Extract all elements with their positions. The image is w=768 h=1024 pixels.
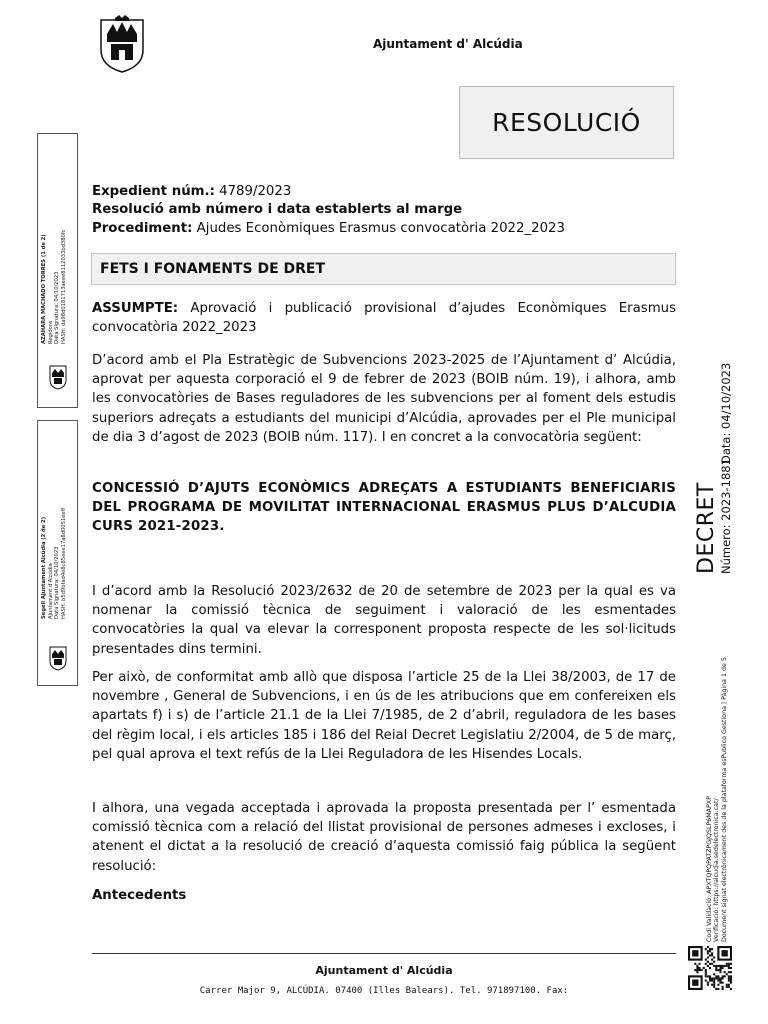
- signature-strip-2: [37, 420, 78, 686]
- verification-platform: Document signat electrònicament des de la plataforma esPublico Gestiona | Pàgina 1 de 5: [720, 657, 728, 942]
- expedient-label: Expedient núm.:: [92, 184, 215, 199]
- footer-divider: [92, 953, 676, 954]
- expedient-value: 4789/2023: [219, 184, 292, 199]
- signature-strip-1: [37, 133, 78, 408]
- signature-2-date: Data Signatura: 04/10/2023: [54, 546, 60, 619]
- section-title: FETS I FONAMENTS DE DRET: [91, 253, 676, 285]
- signature-1-crest-icon: [42, 364, 74, 390]
- antecedents-heading: Antecedents: [92, 888, 187, 903]
- signature-1-date: Data Signatura: 04/10/2023: [54, 271, 60, 344]
- paragraph-1: D’acord amb el Pla Estratègic de Subvencions 2023-2025 de l’Ajuntament d’ Alcúdia, aprovat per aquesta corporació el 9 de febrer de 2023 (BOIB núm. 19), i alhora, amb les convocatòries de Bases reguladores de les subvencions per al foment dels estudis superiors adreçats a estudiants del municipi d’Alcúdia, aprovades per el Ple municipal de dia 3 d’agost de 2023 (BOIB núm. 117). I en concret a la convocatòria següent:: [92, 353, 676, 445]
- signature-2-hash: HASH: b5d9bfad4e8c85eee17a8d0051eeff: [60, 507, 67, 619]
- signature-1-title: AZAHARA MACHADO TORRES (1 de 2): [41, 234, 47, 344]
- decret-date: Data: 04/10/2023: [719, 362, 733, 464]
- document-type: RESOLUCIÓ: [492, 108, 641, 137]
- footer-organization: Ajuntament d' Alcúdia: [315, 964, 453, 977]
- procediment-line: [92, 220, 565, 238]
- expedient-line: [92, 183, 291, 201]
- paragraph-5: I alhora, una vegada acceptada i aprovada la proposta presentada per l’ esmentada comissió tècnica com a relació del llistat provisional de persones admeses i excloses, i atenent el dictat a la resolució de creació d’aquesta comissió faig pública la següent resolució:: [92, 801, 676, 874]
- verification-text: [706, 657, 728, 942]
- decret-label: DECRET: [694, 482, 719, 574]
- assumpte-paragraph: [92, 299, 676, 337]
- signature-2-text: [41, 508, 67, 619]
- assumpte-text: Aprovació i publicació provisional d’ajudes Econòmiques Erasmus convocatòria 2022_2023: [92, 301, 676, 336]
- resolucio-label: Resolució amb número i data establerts al marge: [92, 202, 463, 217]
- coat-of-arms-icon: [93, 14, 151, 74]
- qr-code-icon: [688, 946, 732, 990]
- paragraph-3: I d’acord amb la Resolució 2023/2632 de 20 de setembre de 2023 per la qual es va nomenar la comissió tècnica de seguiment i valoració de les esmentades convocatòries la qual va elevar la corresponent proposta respecte de les sol·licituds presentades dins termini.: [92, 584, 676, 657]
- assumpte-label: ASSUMPTE:: [92, 301, 179, 316]
- signature-1-role: Regidora: [47, 320, 54, 344]
- footer-address: Carrer Major 9, ALCÚDIA. 07400 (Illes Balears). Tel. 971897100. Fax:: [199, 986, 569, 996]
- procediment-value: Ajudes Econòmiques Erasmus convocatòria 2022_2023: [196, 221, 565, 236]
- procediment-label: Procediment:: [92, 221, 193, 236]
- paragraph-4: Per això, de conformitat amb allò que disposa l’article 25 de la Llei 38/2003, de 17 de novembre , General de Subvencions, i en ús de les atribucions que em confereixen els apartats f) i s) de l’article 21.1 de la Llei 7/1985, de 2 d’abril, reguladora de les bases del règim local, i els articles 185 i 186 del Reial Decret Legislatiu 2/2004, de 5 de març, pel qual aprova el text refús de la Llei Reguladora de les Hisendes Locals.: [92, 670, 676, 762]
- resolucio-line: [92, 201, 462, 219]
- verification-code: Codi Validació: APXTQPQPATZPGJQSLP6MAPXP: [706, 796, 713, 942]
- document-type-box: [459, 86, 674, 159]
- signature-1-text: [41, 229, 67, 344]
- decret-number: Número: 2023-1881: [719, 458, 733, 574]
- paragraph-2: CONCESSIÓ D’AJUTS ECONÒMICS ADREÇATS A ESTUDIANTS BENEFICIARIS DEL PROGRAMA DE MOVILITAT INTERNACIONAL ERASMUS PLUS D’ALCUDIA CURS 2021-2023.: [92, 481, 676, 535]
- verification-url: Verificació: https://alcudia.sedelectronica.cat/: [713, 798, 721, 942]
- signature-2-crest-icon: [42, 645, 74, 671]
- signature-1-hash: HASH: da98d0181713aeee8112033bd380fc: [60, 229, 67, 344]
- signature-2-title: Segell Ajuntament Alcúdia (2 de 2): [41, 516, 47, 619]
- signature-2-role: Ajuntament d'Alcúdia: [47, 563, 54, 619]
- organization-name: Ajuntament d' Alcúdia: [373, 37, 523, 51]
